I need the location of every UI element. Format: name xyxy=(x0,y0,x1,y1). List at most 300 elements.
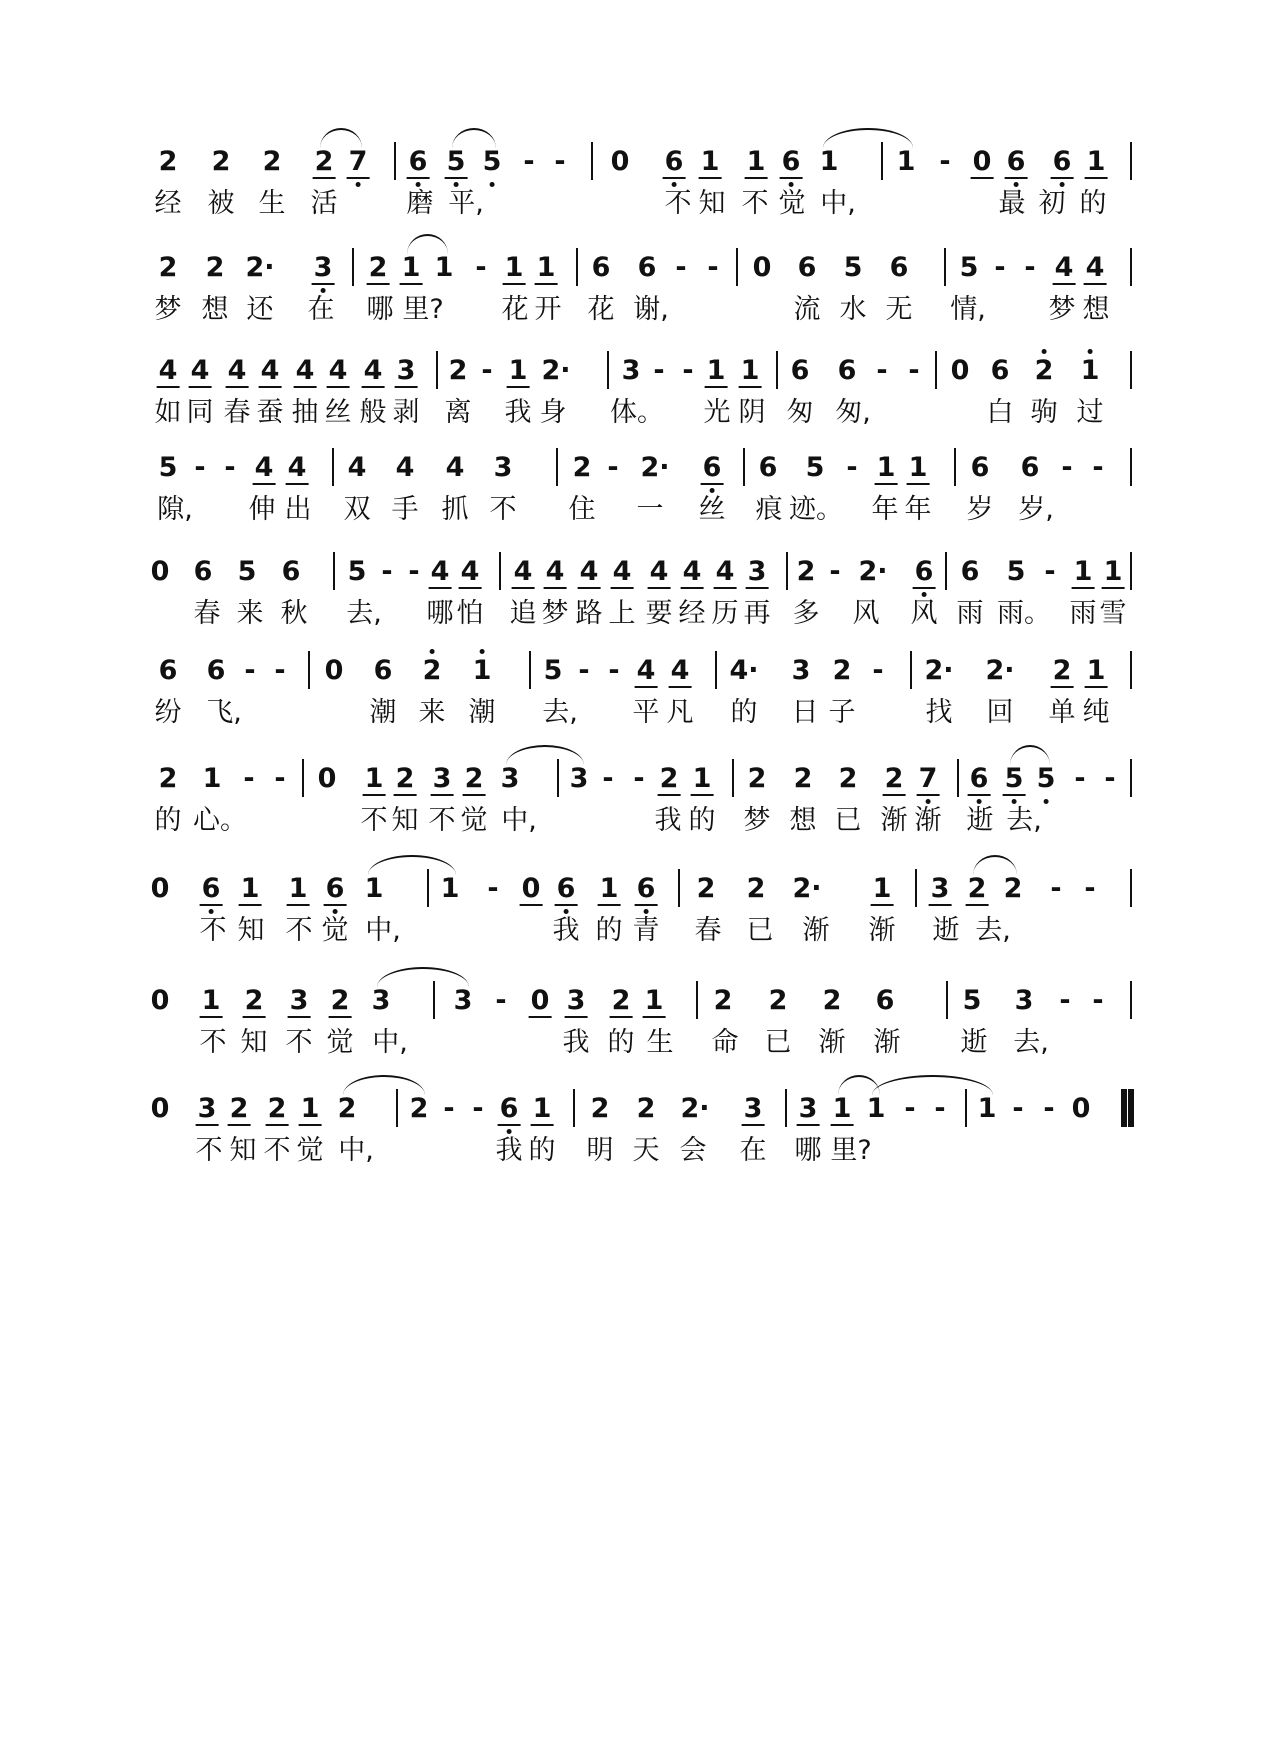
note: 2 xyxy=(636,1093,656,1124)
barline xyxy=(1130,448,1132,486)
note: 6 xyxy=(837,355,857,386)
note: 0 xyxy=(324,655,344,686)
lyric-syllable: 过 xyxy=(1076,397,1104,428)
note: 4 xyxy=(328,355,348,386)
lyric-syllable: 开 xyxy=(534,294,562,325)
eighth-underline xyxy=(648,587,671,590)
note: 2 xyxy=(1052,655,1072,686)
note: 7 xyxy=(919,761,938,797)
note: 1 xyxy=(240,873,260,904)
lyric-syllable: 的 xyxy=(688,805,716,836)
lyric-syllable: 在 xyxy=(739,1135,767,1166)
lyric-syllable: 丝 xyxy=(324,397,352,428)
eighth-underline xyxy=(610,1016,633,1019)
lyric-syllable: 渐 xyxy=(880,805,908,836)
lyric-syllable: 知 xyxy=(698,188,726,219)
eighth-underline xyxy=(663,177,686,180)
note: 6 xyxy=(557,871,576,907)
lyric-syllable: 找 xyxy=(925,697,953,728)
note: 4 xyxy=(287,452,307,483)
eighth-underline xyxy=(463,794,486,797)
lyric-syllable: 要 xyxy=(645,598,673,629)
note: 2 xyxy=(1035,353,1054,389)
note: 3 xyxy=(432,763,452,794)
high-octave-dot xyxy=(1041,349,1046,354)
lyric-syllable: 我 xyxy=(504,397,532,428)
lyric-syllable: 春 xyxy=(223,397,251,428)
lyric-syllable: 雨。 xyxy=(997,598,1051,629)
note: 5 xyxy=(805,452,825,483)
lyric-syllable: 双 xyxy=(343,494,371,525)
note: 6 xyxy=(1007,144,1026,180)
lyric-syllable: 中, xyxy=(365,915,401,946)
lyric-syllable: 去, xyxy=(542,697,578,728)
lyric-syllable: 哪 xyxy=(794,1135,822,1166)
note: 4 xyxy=(612,556,632,587)
lyric-syllable: 哪 xyxy=(366,294,394,325)
eighth-underline xyxy=(228,1124,251,1127)
lyric-syllable: 平, xyxy=(448,188,484,219)
lyric-syllable: 迹。 xyxy=(789,494,843,525)
lyric-syllable: 想 xyxy=(201,294,229,325)
note: 2 xyxy=(659,763,679,794)
lyric-syllable: 觉 xyxy=(778,188,806,219)
score-system xyxy=(0,983,1272,1083)
note: 2 xyxy=(768,985,788,1016)
note: 2· xyxy=(985,655,1015,686)
note: 1 xyxy=(536,252,556,283)
eighth-underline xyxy=(1005,177,1028,180)
note: 2· xyxy=(924,655,954,686)
lyric-syllable: 梦 xyxy=(541,598,569,629)
note: 1 xyxy=(434,252,454,283)
note: 1 xyxy=(819,146,839,177)
note: 1 xyxy=(401,252,421,283)
note: 1 xyxy=(977,1093,997,1124)
note: 4 xyxy=(158,355,178,386)
note: 2 xyxy=(590,1093,610,1124)
dash-extension: - xyxy=(1104,763,1116,794)
lyric-syllable: 出 xyxy=(284,494,312,525)
dash-extension: - xyxy=(707,252,719,283)
note: 2 xyxy=(1003,873,1023,904)
lyric-syllable: 觉 xyxy=(321,915,349,946)
lyric-syllable: 知 xyxy=(391,805,419,836)
eighth-underline xyxy=(907,483,930,486)
lyric-syllable: 梦 xyxy=(154,294,182,325)
eighth-underline xyxy=(226,386,249,389)
dash-extension: - xyxy=(244,655,256,686)
eighth-underline xyxy=(394,794,417,797)
eighth-underline xyxy=(831,1124,854,1127)
lyric-syllable: 抓 xyxy=(441,494,469,525)
note: 4 xyxy=(682,556,702,587)
note: 3 xyxy=(396,355,416,386)
dash-extension: - xyxy=(1044,556,1056,587)
note: 5 xyxy=(237,556,257,587)
dash-extension: - xyxy=(846,452,858,483)
lyric-syllable: 雨 xyxy=(956,598,984,629)
note: 3 xyxy=(747,556,767,587)
eighth-underline xyxy=(669,686,692,689)
dash-extension: - xyxy=(1092,985,1104,1016)
note: 1 xyxy=(866,1093,886,1124)
note: 2 xyxy=(448,355,468,386)
lyric-syllable: 哪 xyxy=(426,598,454,629)
lyric-syllable: 我 xyxy=(562,1027,590,1058)
eighth-underline xyxy=(347,177,370,180)
barline xyxy=(935,351,937,389)
note: 3 xyxy=(1014,985,1034,1016)
lyric-syllable: 会 xyxy=(679,1135,707,1166)
lyric-syllable: 还 xyxy=(246,294,274,325)
note: 0 xyxy=(530,985,550,1016)
eighth-underline xyxy=(875,483,898,486)
note: 1 xyxy=(504,252,524,283)
lyric-syllable: 知 xyxy=(237,915,265,946)
score-system xyxy=(0,554,1272,654)
lyric-syllable: 平 xyxy=(632,697,660,728)
note: 2 xyxy=(314,146,334,177)
eighth-underline xyxy=(681,587,704,590)
note: 6 xyxy=(970,761,989,797)
lyric-syllable: 抽 xyxy=(291,397,319,428)
lyric-syllable: 水 xyxy=(839,294,867,325)
lyric-syllable: 潮 xyxy=(468,697,496,728)
lyric-syllable: 渐 xyxy=(914,805,942,836)
lyric-row xyxy=(0,490,1272,534)
barline xyxy=(576,248,578,286)
lyric-syllable: 不 xyxy=(199,915,227,946)
barline xyxy=(332,448,334,486)
lyric-syllable: 历 xyxy=(711,598,739,629)
note: 1 xyxy=(473,653,492,689)
dash-extension: - xyxy=(934,1093,946,1124)
lyric-syllable: 的 xyxy=(528,1135,556,1166)
note: 3 xyxy=(798,1093,818,1124)
dash-extension: - xyxy=(274,763,286,794)
eighth-underline xyxy=(395,386,418,389)
lyric-syllable: 想 xyxy=(789,805,817,836)
lyric-syllable: 逝 xyxy=(966,805,994,836)
dash-extension: - xyxy=(682,355,694,386)
lyric-syllable: 匆, xyxy=(835,397,871,428)
lyric-syllable: 回 xyxy=(986,697,1014,728)
note: 2 xyxy=(395,763,415,794)
note: 4 xyxy=(649,556,669,587)
note: 4 xyxy=(460,556,480,587)
lyric-syllable: 渐 xyxy=(873,1027,901,1058)
note: 4 xyxy=(715,556,735,587)
note: 2 xyxy=(746,873,766,904)
lyric-syllable: 我 xyxy=(495,1135,523,1166)
lyric-row xyxy=(0,693,1272,737)
lyric-syllable: 里? xyxy=(830,1135,872,1166)
note: 3 xyxy=(197,1093,217,1124)
note: 2· xyxy=(680,1093,710,1124)
lyric-syllable: 天 xyxy=(632,1135,660,1166)
lyric-syllable: 明 xyxy=(586,1135,614,1166)
barline xyxy=(529,651,531,689)
barline xyxy=(333,552,335,590)
note: 4 xyxy=(513,556,533,587)
score-system xyxy=(0,450,1272,550)
barline xyxy=(957,759,959,797)
note: 2 xyxy=(793,763,813,794)
eighth-underline xyxy=(611,587,634,590)
note: 3 xyxy=(493,452,513,483)
lyric-syllable: 蚕 xyxy=(256,397,284,428)
dash-extension: - xyxy=(1074,763,1086,794)
lyric-syllable: 的 xyxy=(730,697,758,728)
note: 2 xyxy=(696,873,716,904)
note: 6 xyxy=(326,871,345,907)
eighth-underline xyxy=(714,587,737,590)
lyric-syllable: 花 xyxy=(587,294,615,325)
eighth-underline xyxy=(431,794,454,797)
lyric-syllable: 已 xyxy=(764,1027,792,1058)
dash-extension: - xyxy=(1059,985,1071,1016)
note: 2 xyxy=(832,655,852,686)
note: 1 xyxy=(202,763,222,794)
eighth-underline xyxy=(266,1124,289,1127)
note: 5 xyxy=(483,144,502,180)
lyric-syllable: 纯 xyxy=(1082,697,1110,728)
dash-extension: - xyxy=(578,655,590,686)
lyric-syllable: 我 xyxy=(654,805,682,836)
note: 6 xyxy=(158,655,178,686)
note: 4 xyxy=(347,452,367,483)
lyric-syllable: 白 xyxy=(986,397,1014,428)
note: 2 xyxy=(409,1093,429,1124)
lyric-syllable: 不 xyxy=(360,805,388,836)
lyric-syllable: 路 xyxy=(575,598,603,629)
note: 7 xyxy=(349,144,368,180)
lyric-syllable: 纷 xyxy=(154,697,182,728)
lyric-syllable: 潮 xyxy=(369,697,397,728)
lyric-syllable: 一 xyxy=(636,494,664,525)
lyric-syllable: 手 xyxy=(391,494,419,525)
eighth-underline xyxy=(929,904,952,907)
lyric-syllable: 凡 xyxy=(666,697,694,728)
lyric-syllable: 怕 xyxy=(456,598,484,629)
note: 3 xyxy=(566,985,586,1016)
lyric-syllable: 住 xyxy=(568,494,596,525)
eighth-underline xyxy=(362,386,385,389)
barline xyxy=(1130,248,1132,286)
note-row xyxy=(0,983,1272,1027)
eighth-underline xyxy=(1085,686,1108,689)
note: 4 xyxy=(579,556,599,587)
lyric-row xyxy=(0,184,1272,228)
barline xyxy=(573,1089,575,1127)
dash-extension: - xyxy=(495,985,507,1016)
eighth-underline xyxy=(746,587,769,590)
lyric-syllable: 风 xyxy=(910,598,938,629)
dash-extension: - xyxy=(475,252,487,283)
note: 1 xyxy=(440,873,460,904)
barline xyxy=(1130,981,1132,1019)
lyric-syllable: 已 xyxy=(746,915,774,946)
lyric-syllable: 岁 xyxy=(966,494,994,525)
note: 0 xyxy=(521,873,541,904)
note: 1 xyxy=(746,146,766,177)
note: 5 xyxy=(158,452,178,483)
lyric-syllable: 逝 xyxy=(960,1027,988,1058)
lyric-syllable: 中, xyxy=(501,805,537,836)
eighth-underline xyxy=(913,587,936,590)
lyric-syllable: 阴 xyxy=(738,397,766,428)
note-row xyxy=(0,450,1272,494)
note: 6 xyxy=(206,655,226,686)
eighth-underline xyxy=(883,794,906,797)
dash-extension: - xyxy=(653,355,665,386)
barline xyxy=(1130,869,1132,907)
note: 5 xyxy=(1005,761,1024,797)
eighth-underline xyxy=(531,1124,554,1127)
dash-extension: - xyxy=(243,763,255,794)
lyric-syllable: 知 xyxy=(229,1135,257,1166)
dash-extension: - xyxy=(554,146,566,177)
lyric-syllable: 岁, xyxy=(1018,494,1054,525)
dash-extension: - xyxy=(523,146,535,177)
note: 1 xyxy=(832,1093,852,1124)
lyric-syllable: 同 xyxy=(186,397,214,428)
note: 6 xyxy=(500,1091,519,1127)
note: 4 xyxy=(430,556,450,587)
lyric-syllable: 剥 xyxy=(392,397,420,428)
dash-extension: - xyxy=(1012,1093,1024,1124)
lyric-syllable: 我 xyxy=(552,915,580,946)
dash-extension: - xyxy=(1050,873,1062,904)
eighth-underline xyxy=(739,386,762,389)
note: 6 xyxy=(665,144,684,180)
dash-extension: - xyxy=(602,763,614,794)
lyric-syllable: 情, xyxy=(950,294,986,325)
eighth-underline xyxy=(1084,283,1107,286)
barline xyxy=(954,448,956,486)
eighth-underline xyxy=(327,386,350,389)
lyric-syllable: 青 xyxy=(632,915,660,946)
note: 4 xyxy=(227,355,247,386)
note: 6 xyxy=(637,871,656,907)
high-octave-dot xyxy=(479,649,484,654)
note: 2 xyxy=(611,985,631,1016)
note: 2 xyxy=(158,146,178,177)
lyric-syllable: 里? xyxy=(402,294,444,325)
note: 6 xyxy=(193,556,213,587)
dash-extension: - xyxy=(872,655,884,686)
note: 0 xyxy=(317,763,337,794)
lyric-syllable: 不 xyxy=(199,1027,227,1058)
note: 5 xyxy=(843,252,863,283)
dash-extension: - xyxy=(904,1093,916,1124)
note: 2 xyxy=(822,985,842,1016)
note: 1 xyxy=(876,452,896,483)
dash-extension: - xyxy=(1092,452,1104,483)
note: 2 xyxy=(337,1093,357,1124)
note: 5 xyxy=(1006,556,1026,587)
dash-extension: - xyxy=(381,556,393,587)
note: 0 xyxy=(752,252,772,283)
score-system xyxy=(0,653,1272,753)
note: 6 xyxy=(915,554,934,590)
dash-extension: - xyxy=(1061,452,1073,483)
note-row xyxy=(0,554,1272,598)
eighth-underline xyxy=(643,1016,666,1019)
note: 3 xyxy=(743,1093,763,1124)
dash-extension: - xyxy=(908,355,920,386)
barline xyxy=(786,552,788,590)
note: 4 xyxy=(363,355,383,386)
lyric-syllable: 飞, xyxy=(206,697,242,728)
note: 6 xyxy=(202,871,221,907)
note: 6 xyxy=(637,252,657,283)
eighth-underline xyxy=(299,1124,322,1127)
note: 6 xyxy=(1020,452,1040,483)
lyric-syllable: 知 xyxy=(240,1027,268,1058)
eighth-underline xyxy=(635,686,658,689)
dash-extension: - xyxy=(472,1093,484,1124)
note: 3 xyxy=(371,985,391,1016)
barline xyxy=(743,448,745,486)
eighth-underline xyxy=(658,794,681,797)
note: 2· xyxy=(640,452,670,483)
lyric-row xyxy=(0,594,1272,638)
barline xyxy=(776,351,778,389)
lyric-syllable: 去, xyxy=(975,915,1011,946)
dash-extension: - xyxy=(1024,252,1036,283)
eighth-underline xyxy=(966,904,989,907)
note-row xyxy=(0,144,1272,188)
lyric-syllable: 最 xyxy=(998,188,1026,219)
note: 6 xyxy=(703,450,722,486)
dash-extension: - xyxy=(224,452,236,483)
barline xyxy=(308,651,310,689)
eighth-underline xyxy=(512,587,535,590)
eighth-underline xyxy=(555,904,578,907)
barline xyxy=(715,651,717,689)
eighth-underline xyxy=(691,794,714,797)
note: 2 xyxy=(158,252,178,283)
note: 1 xyxy=(364,873,384,904)
eighth-underline xyxy=(780,177,803,180)
note: 2 xyxy=(330,985,350,1016)
lyric-syllable: 活 xyxy=(310,188,338,219)
dash-extension: - xyxy=(608,655,620,686)
eighth-underline xyxy=(701,483,724,486)
note: 2 xyxy=(368,252,388,283)
lyric-syllable: 心。 xyxy=(193,805,247,836)
barline xyxy=(678,869,680,907)
note: 3 xyxy=(500,763,520,794)
note: 2· xyxy=(858,556,888,587)
eighth-underline xyxy=(917,794,940,797)
dash-extension: - xyxy=(994,252,1006,283)
dash-extension: - xyxy=(481,355,493,386)
lyric-syllable: 单 xyxy=(1048,697,1076,728)
note: 2 xyxy=(967,873,987,904)
eighth-underline xyxy=(797,1124,820,1127)
lyric-syllable: 多 xyxy=(792,598,820,629)
note: 2 xyxy=(747,763,767,794)
note: 1 xyxy=(706,355,726,386)
note-row xyxy=(0,1091,1272,1135)
note: 4 xyxy=(445,452,465,483)
eighth-underline xyxy=(400,283,423,286)
note: 5 xyxy=(347,556,367,587)
lyric-syllable: 痕 xyxy=(755,494,783,525)
